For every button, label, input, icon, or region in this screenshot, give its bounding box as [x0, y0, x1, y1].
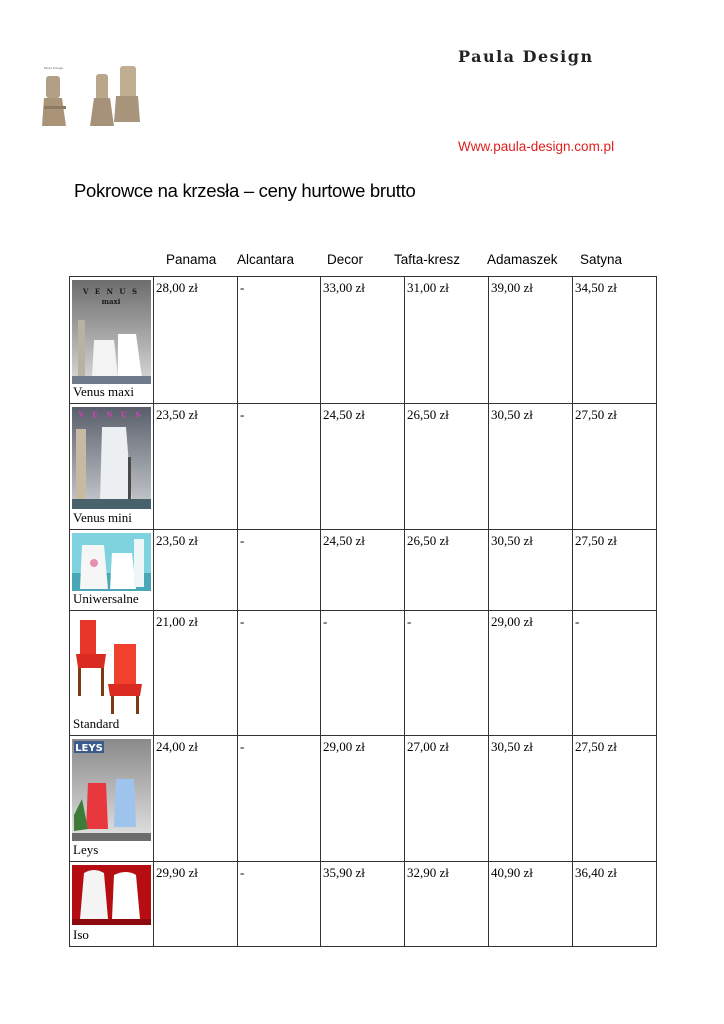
- leys-image: [72, 739, 151, 841]
- price-tafta-kresz: 27,00 zł: [405, 736, 489, 862]
- iso-image: [72, 865, 151, 925]
- table-row: [70, 277, 657, 404]
- price-alcantara: -: [238, 862, 321, 947]
- price-panama: 24,00 zł: [154, 736, 238, 862]
- product-name: Leys: [73, 842, 99, 857]
- website-link[interactable]: Www.paula-design.com.pl: [458, 139, 615, 154]
- table-row: [70, 530, 657, 611]
- price-alcantara: -: [238, 277, 321, 404]
- product-name: Venus mini: [73, 510, 132, 525]
- product-name: Iso: [73, 927, 89, 942]
- uniwersalne-image: [72, 533, 151, 591]
- price-adamaszek: 30,50 zł: [489, 404, 573, 530]
- svg-text:maxi: maxi: [101, 297, 121, 306]
- column-header-alcantara: Alcantara: [237, 252, 295, 267]
- price-tafta-kresz: 26,50 zł: [405, 404, 489, 530]
- product-cell: [70, 404, 154, 530]
- price-alcantara: -: [238, 530, 321, 611]
- price-alcantara: -: [238, 404, 321, 530]
- price-decor: 24,50 zł: [321, 404, 405, 530]
- product-name: Uniwersalne: [73, 591, 139, 606]
- column-header-satyna: Satyna: [580, 252, 623, 267]
- price-adamaszek: 40,90 zł: [489, 862, 573, 947]
- price-panama: 28,00 zł: [154, 277, 238, 404]
- price-tafta-kresz: -: [405, 611, 489, 736]
- price-satyna: 34,50 zł: [573, 277, 657, 404]
- header-chairs-image: [40, 60, 144, 132]
- table-row: [70, 862, 657, 947]
- column-header-adamaszek: Adamaszek: [487, 252, 558, 267]
- column-header-tafta-kresz: Tafta-kresz: [394, 252, 461, 267]
- product-name: Standard: [73, 716, 120, 731]
- price-panama: 23,50 zł: [154, 530, 238, 611]
- price-tafta-kresz: 31,00 zł: [405, 277, 489, 404]
- price-alcantara: -: [238, 611, 321, 736]
- svg-text:V E N U S: V E N U S: [78, 410, 144, 419]
- product-name: Venus maxi: [73, 384, 135, 399]
- product-cell: [70, 611, 154, 736]
- column-header-panama: Panama: [166, 252, 217, 267]
- price-panama: 23,50 zł: [154, 404, 238, 530]
- table-row: [70, 404, 657, 530]
- venus-mini-image: [72, 407, 151, 509]
- price-decor: 35,90 zł: [321, 862, 405, 947]
- price-satyna: 27,50 zł: [573, 736, 657, 862]
- product-cell: [70, 277, 154, 404]
- product-cell: [70, 862, 154, 947]
- price-decor: -: [321, 611, 405, 736]
- table-row: [70, 736, 657, 862]
- table-row: [70, 611, 657, 736]
- price-panama: 29,90 zł: [154, 862, 238, 947]
- price-tafta-kresz: 32,90 zł: [405, 862, 489, 947]
- price-adamaszek: 30,50 zł: [489, 530, 573, 611]
- price-adamaszek: 30,50 zł: [489, 736, 573, 862]
- price-table: [69, 276, 657, 947]
- venus-maxi-image: [72, 280, 151, 384]
- price-adamaszek: 39,00 zł: [489, 277, 573, 404]
- price-panama: 21,00 zł: [154, 611, 238, 736]
- price-decor: 24,50 zł: [321, 530, 405, 611]
- page-title: Pokrowce na krzesła – ceny hurtowe brutto: [74, 180, 416, 201]
- price-decor: 33,00 zł: [321, 277, 405, 404]
- product-cell: [70, 530, 154, 611]
- column-header-decor: Decor: [327, 252, 364, 267]
- product-cell: [70, 736, 154, 862]
- price-decor: 29,00 zł: [321, 736, 405, 862]
- svg-text:Paula Design: Paula Design: [44, 66, 64, 70]
- svg-text:LEYS: LEYS: [75, 743, 103, 754]
- standard-image: [72, 614, 151, 716]
- brand-title: Paula Design: [458, 47, 594, 66]
- price-satyna: 27,50 zł: [573, 530, 657, 611]
- price-satyna: -: [573, 611, 657, 736]
- price-alcantara: -: [238, 736, 321, 862]
- price-satyna: 27,50 zł: [573, 404, 657, 530]
- svg-text:V E N U S: V E N U S: [82, 287, 140, 296]
- price-adamaszek: 29,00 zł: [489, 611, 573, 736]
- price-tafta-kresz: 26,50 zł: [405, 530, 489, 611]
- price-satyna: 36,40 zł: [573, 862, 657, 947]
